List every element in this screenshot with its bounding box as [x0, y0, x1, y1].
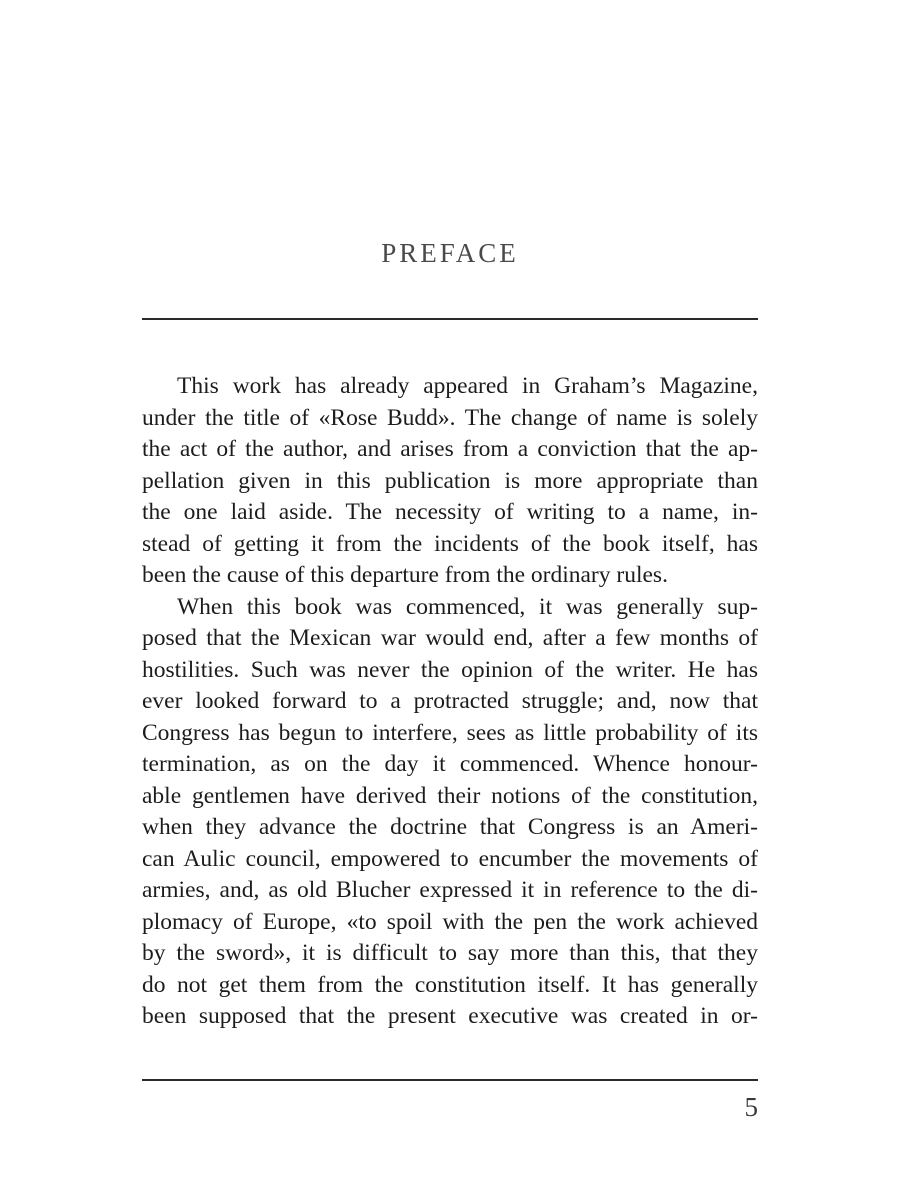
paragraph-2-line: When this book was commenced, it was generally sup- — [177, 593, 758, 620]
paragraph-2-line: can Aulic council, empowered to encumber the movements of — [142, 845, 758, 872]
paragraph-2-line: able gentlemen have derived their notions of the constitution, — [142, 782, 758, 809]
paragraph-2-line: ever looked forward to a protracted struggle; and, now that — [142, 688, 758, 714]
paragraph-2-line: hostilities. Such was never the opinion of the writer. He has — [142, 656, 758, 683]
paragraph-1-line: been the cause of this departure from the ordinary rules. — [142, 562, 668, 588]
paragraph-2-line: do not get them from the constitution itself. It has generally — [142, 971, 758, 998]
paragraph-1-line: This work has already appeared in Graham’s Magazine, — [177, 373, 758, 399]
paragraph-2-line: when they advance the doctrine that Congress is an Ameri- — [142, 814, 758, 840]
paragraph-1-line: the act of the author, and arises from a conviction that the ap- — [142, 436, 758, 462]
page-number: 5 — [744, 1092, 758, 1122]
paragraph-1-line: stead of getting it from the incidents of the book itself, has — [142, 530, 758, 557]
paragraph-2-line: Congress has begun to interfere, sees as little probability of its — [142, 719, 758, 746]
paragraph-2-line: been supposed that the present executive was created in or- — [142, 1003, 758, 1029]
header-rule — [142, 318, 758, 320]
paragraph-2-line: termination, as on the day it commenced. Whence honour- — [142, 751, 758, 777]
paragraph-2-line: armies, and, as old Blucher expressed it in reference to the di- — [142, 877, 758, 903]
paragraph-1-line: the one laid aside. The necessity of writing to a name, in- — [142, 499, 758, 525]
preface-body — [142, 371, 758, 1033]
page-title: PREFACE — [381, 238, 519, 268]
paragraph-1-line: pellation given in this publication is more appropriate than — [142, 467, 758, 494]
paragraph-2-line: by the sword», it is difficult to say more than this, that they — [142, 940, 758, 966]
paragraph-1-line: under the title of «Rose Budd». The change of name is solely — [142, 404, 758, 431]
paragraph-2-line: posed that the Mexican war would end, after a few months of — [142, 625, 758, 651]
footer-rule — [142, 1079, 758, 1081]
paragraph-2-line: plomacy of Europe, «to spoil with the pen the work achieved — [142, 908, 758, 935]
